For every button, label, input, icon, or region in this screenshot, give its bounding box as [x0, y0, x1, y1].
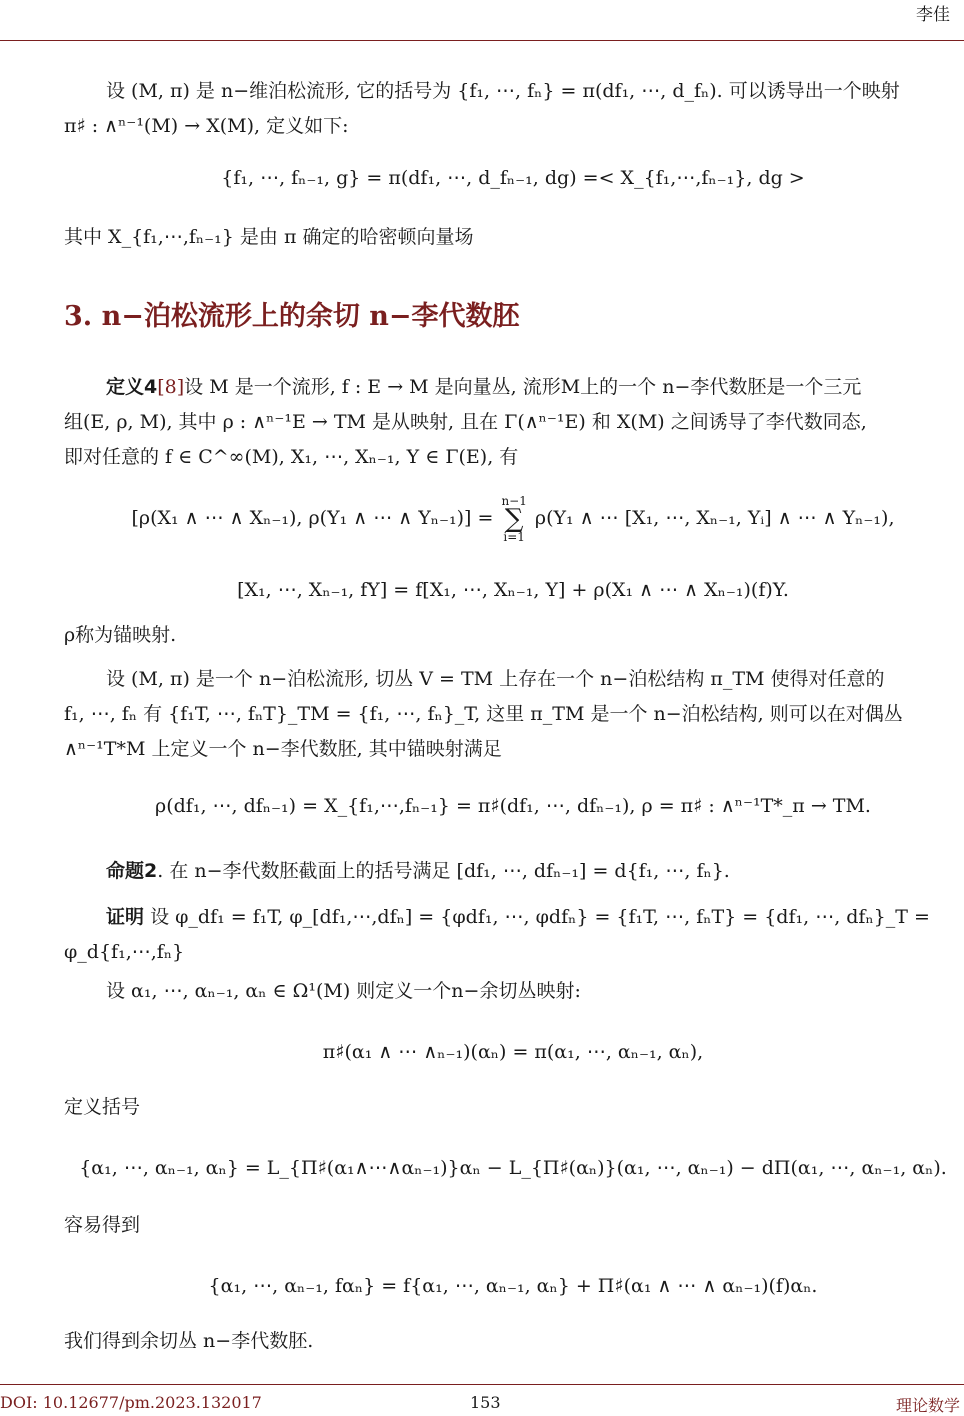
equation-anchor-definition: ρ(df₁, ⋯, dfₙ₋₁) = X_{f₁,⋯,fₙ₋₁} = π♯(df₁, ⋯, dfₙ₋₁), ρ = π♯ : ∧ⁿ⁻¹T*_π → TM. — [155, 795, 871, 817]
page-number: 153 — [470, 1393, 501, 1412]
doi-link[interactable]: DOI: 10.12677/pm.2023.132017 — [0, 1393, 262, 1412]
definition-4 — [64, 370, 962, 475]
definition-text-line1: 设 M 是一个流形, f : E → M 是向量丛, 流形M上的一个 n−李代数胚是一个三元 — [184, 376, 862, 398]
proposition-2 — [64, 854, 962, 889]
para-conclusion: 我们得到余切丛 n−李代数胚. — [64, 1330, 314, 1352]
para-anchor-map: ρ称为锚映射. — [64, 624, 177, 646]
section-heading — [64, 294, 962, 333]
citation-link[interactable]: [8] — [157, 376, 185, 398]
equation-leibniz: [X₁, ⋯, Xₙ₋₁, fY] = f[X₁, ⋯, Xₙ₋₁, Y] + ρ(X₁ ∧ ⋯ ∧ Xₙ₋₁)(f)Y. — [237, 579, 789, 601]
equation-bracket-leibniz: {α₁, ⋯, αₙ₋₁, fαₙ} = f{α₁, ⋯, αₙ₋₁, αₙ} + Π♯(α₁ ∧ ⋯ ∧ αₙ₋₁)(f)αₙ. — [208, 1275, 818, 1297]
para-hamiltonian-field: 其中 X_{f₁,⋯,fₙ₋₁} 是由 π 确定的哈密顿向量场 — [64, 226, 474, 248]
para-tangent-bundle — [64, 662, 962, 767]
tangent-line1: 设 (M, π) 是一个 n−泊松流形, 切丛 V = TM 上存在一个 n−泊松结构 π_TM 使得对任意的 — [106, 668, 885, 690]
para-easy-to-get: 容易得到 — [64, 1214, 141, 1236]
proof-line2: φ_d{f₁,⋯,fₙ} — [64, 941, 185, 963]
definition-label: 定义4 — [106, 376, 158, 398]
equation-bracket-hamiltonian: {f₁, ⋯, fₙ₋₁, g} = π(df₁, ⋯, d_fₙ₋₁, dg) =< X_{f₁,⋯,fₙ₋₁}, dg > — [221, 167, 805, 189]
tangent-line2: f₁, ⋯, fₙ 有 {f₁T, ⋯, fₙT}_TM = {f₁, ⋯, fₙ}_T, 这里 π_TM 是一个 n−泊松结构, 则可以在对偶丛 — [64, 703, 903, 725]
equation-cotangent-map: π♯(α₁ ∧ ⋯ ∧ₙ₋₁)(αₙ) = π(α₁, ⋯, αₙ₋₁, αₙ), — [322, 1041, 704, 1063]
proof-line1: 设 φ_df₁ = f₁T, φ_[df₁,⋯,dfₙ] = {φdf₁, ⋯, φdfₙ} = {f₁T, ⋯, fₙT} = {df₁, ⋯, dfₙ}_T = — [150, 906, 930, 928]
sum-upper-limit: n−1 — [501, 494, 527, 508]
para-poisson-line1: 设 (M, π) 是 n−维泊松流形, 它的括号为 {f₁, ⋯, fₙ} = π(df₁, ⋯, d_fₙ). 可以诱导出一个映射 — [106, 80, 900, 102]
tangent-line3: ∧ⁿ⁻¹T*M 上定义一个 n−李代数胚, 其中锚映射满足 — [64, 738, 502, 760]
equation-lie-bracket — [64, 494, 962, 544]
definition-text-line2: 组(E, ρ, M), 其中 ρ : ∧ⁿ⁻¹E → TM 是从映射, 且在 Γ(∧ⁿ⁻¹E) 和 X(M) 之间诱导了李代数同态, — [64, 411, 867, 433]
equation-lie-left: [ρ(X₁ ∧ ⋯ ∧ Xₙ₋₁), ρ(Y₁ ∧ ⋯ ∧ Yₙ₋₁)] = — [131, 507, 494, 529]
section-number: 3. — [64, 301, 93, 332]
equation-bracket-definition: {α₁, ⋯, αₙ₋₁, αₙ} = L_{Π♯(α₁∧⋯∧αₙ₋₁)}αₙ − L_{Π♯(αₙ)}(α₁, ⋯, αₙ₋₁) − dΠ(α₁, ⋯, αₙ₋₁, αₙ). — [79, 1157, 947, 1179]
proof-label: 证明 — [106, 906, 145, 928]
proof — [64, 900, 962, 970]
equation-lie-right: ρ(Y₁ ∧ ⋯ [X₁, ⋯, Xₙ₋₁, Yᵢ] ∧ ⋯ ∧ Yₙ₋₁), — [534, 507, 895, 529]
author-name: 李佳 — [916, 5, 950, 25]
section-title: n−泊松流形上的余切 n−李代数胚 — [101, 301, 520, 332]
sum-lower-limit: i=1 — [503, 530, 525, 544]
definition-text-line3: 即对任意的 f ∈ C^∞(M), X₁, ⋯, Xₙ₋₁, Y ∈ Γ(E), 有 — [64, 446, 519, 468]
para-cotangent-map: 设 α₁, ⋯, αₙ₋₁, αₙ ∈ Ω¹(M) 则定义一个n−余切丛映射: — [106, 980, 581, 1002]
page-header — [0, 0, 964, 41]
proposition-text: . 在 n−李代数胚截面上的括号满足 [df₁, ⋯, dfₙ₋₁] = d{f₁, ⋯, fₙ}. — [157, 860, 730, 882]
sum-symbol: n−1 ∑ i=1 — [501, 494, 527, 544]
journal-name: 理论数学 — [895, 1396, 960, 1415]
para-define-bracket: 定义括号 — [64, 1096, 141, 1118]
proposition-label: 命题2 — [106, 860, 158, 882]
page-footer — [0, 1384, 964, 1415]
para-poisson-line2: π♯ : ∧ⁿ⁻¹(M) → X(M), 定义如下: — [64, 115, 349, 137]
